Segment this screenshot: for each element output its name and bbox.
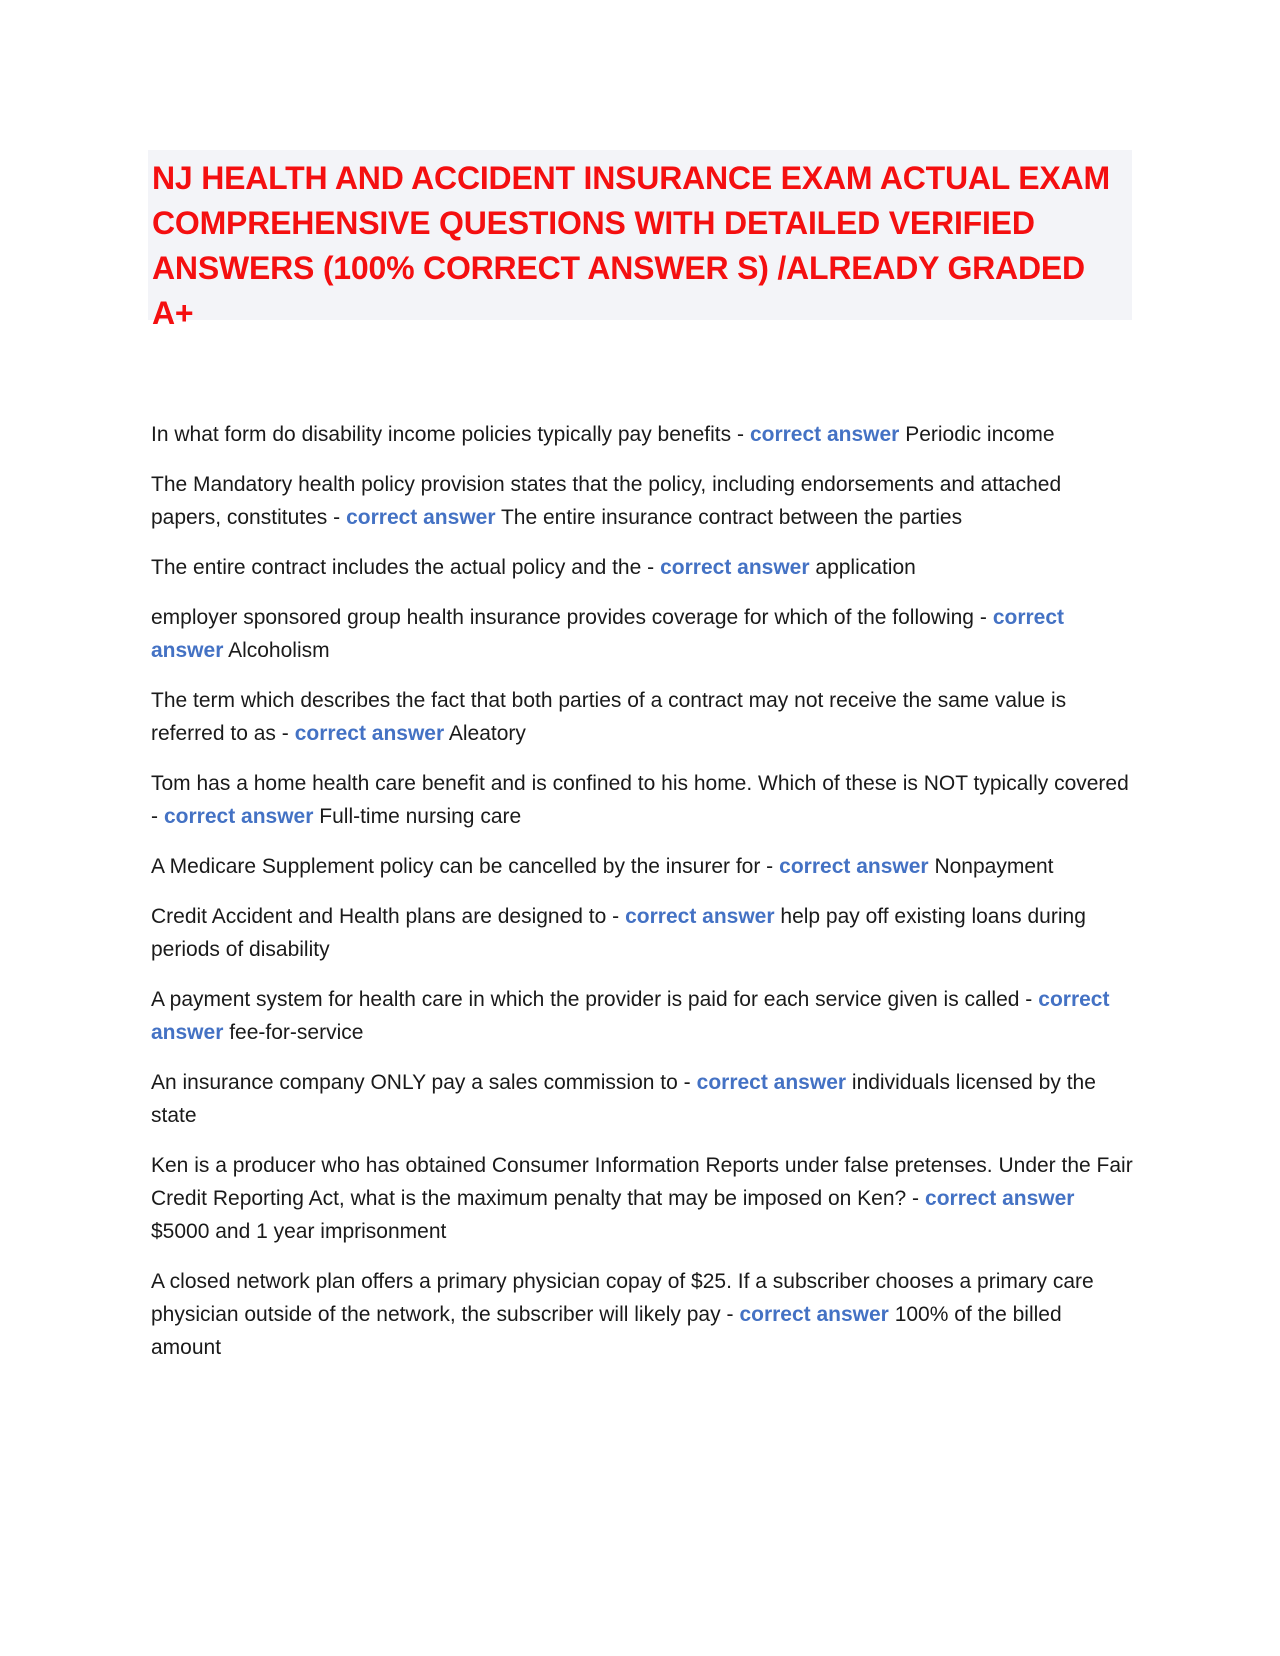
answer-text: Periodic income	[905, 423, 1055, 446]
answer-text: individuals licensed by the state	[151, 1071, 1096, 1127]
question-text: An insurance company ONLY pay a sales commission to -	[151, 1071, 691, 1094]
question-text: A closed network plan offers a primary physician copay of $25. If a subscriber chooses a primary care physician outside of the network, the subscriber will likely pay -	[151, 1270, 1094, 1326]
qa-item	[151, 551, 1136, 584]
qa-item	[151, 1149, 1136, 1248]
qa-list	[151, 418, 1136, 1381]
answer-label: correct answer	[625, 905, 775, 928]
document-title: NJ HEALTH AND ACCIDENT INSURANCE EXAM ACTUAL EXAM COMPREHENSIVE QUESTIONS WITH DETAILED VERIFIED ANSWERS (100% CORRECT ANSWER S) /ALREADY GRADED A+	[152, 160, 1110, 331]
answer-label: correct answer	[151, 988, 1110, 1044]
qa-item	[151, 1066, 1136, 1132]
answer-label: correct answer	[749, 423, 900, 446]
qa-item	[151, 684, 1136, 750]
answer-label: correct answer	[696, 1071, 847, 1094]
answer-text: Full-time nursing care	[319, 805, 522, 828]
question-text: The term which describes the fact that both parties of a contract may not receive the same value is referred to as -	[151, 689, 1067, 745]
answer-text: help pay off existing loans during periods of disability	[151, 905, 1086, 961]
answer-label: correct answer	[294, 722, 445, 745]
qa-item	[151, 983, 1136, 1049]
question-text: The Mandatory health policy provision states that the policy, including endorsements and attached papers, constitutes -	[151, 473, 1062, 529]
question-text: The entire contract includes the actual policy and the -	[151, 556, 655, 579]
qa-item	[151, 767, 1136, 833]
answer-label: correct answer	[346, 506, 496, 529]
answer-label: correct answer	[739, 1303, 889, 1326]
answer-text: Nonpayment	[934, 855, 1054, 878]
answer-text: $5000 and 1 year imprisonment	[151, 1220, 447, 1243]
answer-label: correct answer	[660, 556, 810, 579]
qa-item	[151, 850, 1136, 883]
answer-text: fee-for-service	[229, 1021, 364, 1044]
question-text: Credit Accident and Health plans are designed to -	[151, 905, 620, 928]
answer-text: 100% of the billed amount	[151, 1303, 1062, 1359]
answer-text: Alcoholism	[228, 639, 330, 662]
qa-item	[151, 1265, 1136, 1364]
question-text: A payment system for health care in which the provider is paid for each service given is called -	[151, 988, 1033, 1011]
question-text: A Medicare Supplement policy can be cancelled by the insurer for -	[151, 855, 774, 878]
question-text: Ken is a producer who has obtained Consumer Information Reports under false pretenses. Under the Fair Credit Reporting Act, what is the maximum penalty that may be imposed on Ken? -	[151, 1154, 1133, 1210]
answer-text: The entire insurance contract between the parties	[500, 506, 963, 529]
qa-item	[151, 418, 1136, 451]
qa-item	[151, 601, 1136, 667]
question-text: In what form do disability income policies typically pay benefits -	[151, 423, 744, 446]
answer-label: correct answer	[164, 805, 314, 828]
question-text: employer sponsored group health insurance provides coverage for which of the following -	[151, 606, 987, 629]
qa-item	[151, 468, 1136, 534]
answer-label: correct answer	[925, 1187, 1075, 1210]
title-box	[148, 150, 1132, 331]
answer-label: correct answer	[779, 855, 929, 878]
answer-text: Aleatory	[448, 722, 526, 745]
qa-item	[151, 900, 1136, 966]
answer-text: application	[815, 556, 916, 579]
answer-label: correct answer	[151, 606, 1065, 662]
question-text: Tom has a home health care benefit and is confined to his home. Which of these is NOT typically covered -	[151, 772, 1129, 828]
